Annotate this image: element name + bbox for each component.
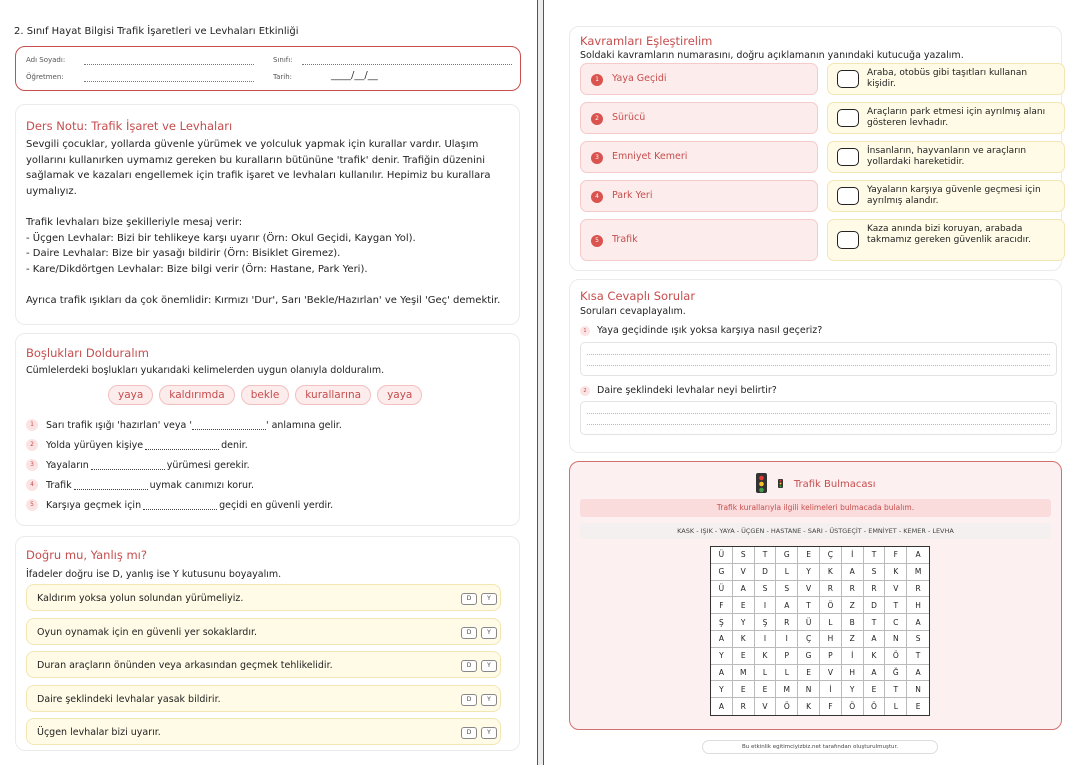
word-search-grid [710,546,930,716]
answer-field[interactable] [580,342,1057,376]
lesson-list-item: - Kare/Dikdörtgen Levhalar: Bize bilgi verir (Örn: Hastane, Park Yeri). [26,263,368,275]
term-number: 4 [591,191,603,203]
grid-cell[interactable]: D [864,597,886,614]
grid-cell[interactable]: L [776,564,798,581]
grid-cell[interactable]: V [820,665,842,682]
question-item [580,325,822,336]
grid-cell[interactable]: Ö [820,597,842,614]
question-number: 1 [580,326,590,336]
grid-cell[interactable]: Y [711,648,733,665]
definition-item: Araçların park etmesi için ayrılmış alanı gösteren levhadır. [827,102,1065,134]
true-false-item: Kaldırım yoksa yolun solundan yürümeliyiz. D Y [26,584,501,611]
fill-item: 1 Sarı trafik ışığı 'hazırlan' veya ' ' anlamına gelir. [26,418,342,432]
answer-box[interactable] [837,70,859,88]
grid-cell[interactable]: L [885,698,907,715]
answer-box[interactable] [837,109,859,127]
grid-cell[interactable]: Ğ [885,665,907,682]
lesson-list-item: - Üçgen Levhalar: Bizi bir tehlikeye karşı uyarır (Örn: Okul Geçidi, Kaygan Yol). [26,232,416,244]
true-box[interactable]: D [461,627,477,639]
traffic-light-icon [756,473,767,493]
grid-cell[interactable]: V [755,698,777,715]
word-chip: yaya [108,385,153,405]
answer-box[interactable] [837,231,859,249]
lesson-paragraph-1: Sevgili çocuklar, yollarda güvenle yürümek ve yolculuk yapmak için kurallar vardır. Ulaşım yollarını kullanırken uymamız gereken bu kuralların bütününe 'trafik' denir. Trafiğin düzenini sağlamak ve kazaları engellemek için trafik işaret ve levhaları kullanılır. Hepimiz bu kurallara uymalıyız. [26,139,491,197]
grid-cell[interactable]: M [776,681,798,698]
grid-cell[interactable]: K [885,564,907,581]
grid-cell[interactable]: K [864,648,886,665]
short-answer-section [569,279,1062,453]
word-bank [108,385,422,405]
term-item [580,180,818,212]
item-number: 3 [26,459,38,471]
term-label: Trafik [612,234,638,245]
question-text: Daire şeklindeki levhalar neyi belirtir? [597,385,777,396]
false-box[interactable]: Y [481,694,497,706]
false-box[interactable]: Y [481,660,497,672]
grid-cell[interactable]: R [907,581,929,598]
term-label: Yaya Geçidi [612,73,667,84]
grid-cell[interactable]: Ş [711,614,733,631]
item-number: 2 [26,439,38,451]
false-box[interactable]: Y [481,727,497,739]
question-item [580,385,777,396]
grid-cell[interactable]: T [885,681,907,698]
grid-cell[interactable]: E [733,648,755,665]
true-false-item: Oyun oynamak için en güvenli yer sokaklardır. D Y [26,618,501,645]
grid-cell[interactable]: R [820,581,842,598]
word-chip: yaya [377,385,422,405]
grid-cell[interactable]: İ [820,681,842,698]
grid-cell[interactable]: R [733,698,755,715]
fill-item: 5 Karşıya geçmek için geçidi en güvenli yerdir. [26,498,333,512]
grid-cell[interactable]: N [885,631,907,648]
term-label: Park Yeri [612,190,653,201]
grid-cell[interactable]: K [798,698,820,715]
short-answer-title: Kısa Cevaplı Sorular [580,289,696,303]
grid-cell[interactable]: S [733,547,755,564]
word-search-title: Trafik Bulmacası [793,479,876,490]
grid-cell[interactable]: B [842,614,864,631]
word-search-word-list: KASK - IŞIK - YAYA - ÜÇGEN - HASTANE - SARI - ÜSTGEÇİT - EMNİYET - KEMER - LEVHA [580,523,1051,539]
grid-cell[interactable]: V [798,581,820,598]
answer-box[interactable] [837,148,859,166]
grid-cell[interactable]: R [776,614,798,631]
grid-cell[interactable]: T [864,614,886,631]
grid-cell[interactable]: T [755,547,777,564]
fill-blanks-instruction: Cümlelerdeki boşlukları yukarıdaki kelimelerden uygun olanıyla dolduralım. [26,365,385,376]
question-text: Yaya geçidinde ışık yoksa karşıya nasıl geçeriz? [597,325,823,336]
term-label: Sürücü [612,112,646,123]
grid-cell[interactable]: A [711,631,733,648]
matching-instruction: Soldaki kavramların numarasını, doğru açıklamanın yanındaki kutucuğa yazalım. [580,50,964,61]
grid-cell[interactable]: D [755,564,777,581]
word-chip: bekle [241,385,290,405]
grid-cell[interactable]: A [864,631,886,648]
date-label: Tarih: [273,73,293,81]
grid-cell[interactable]: G [798,648,820,665]
teacher-field[interactable] [84,81,254,82]
word-search-header [570,473,1061,493]
grid-cell[interactable]: M [733,665,755,682]
grid-cell[interactable]: Y [733,614,755,631]
word-search-section [569,461,1062,730]
grid-cell[interactable]: N [907,681,929,698]
true-false-item: Duran araçların önünden veya arkasından geçmek tehlikelidir. D Y [26,651,501,678]
grid-cell[interactable]: S [776,581,798,598]
fill-item: 2 Yolda yürüyen kişiye denir. [26,438,248,452]
definition-item: Yayaların karşıya güvenle geçmesi için ayrılmış alandır. [827,180,1065,212]
fill-item: 4 Trafik uymak canımızı korur. [26,478,254,492]
right-page [543,0,1087,765]
grid-cell[interactable]: S [755,581,777,598]
false-box[interactable]: Y [481,627,497,639]
term-label: Emniyet Kemeri [612,151,688,162]
grid-cell[interactable]: S [907,631,929,648]
grid-cell[interactable]: E [915,702,921,712]
lesson-paragraph-2: Trafik levhaları bize şekilleriyle mesaj verir: [26,216,243,228]
name-label: Adı Soyadı: [26,56,66,64]
grid-cell[interactable]: I [776,631,798,648]
grid-cell[interactable]: R [864,581,886,598]
true-false-instruction: İfadeler doğru ise D, yanlış ise Y kutusunu boyayalım. [26,569,282,580]
grid-cell[interactable]: I [755,631,777,648]
term-item [580,63,818,95]
grid-cell[interactable]: E [733,597,755,614]
item-number: 5 [26,499,38,511]
blank-field[interactable] [192,421,266,430]
true-box[interactable]: D [461,660,477,672]
question-number: 2 [580,386,590,396]
class-field[interactable] [302,64,512,65]
page-title: 2. Sınıf Hayat Bilgisi Trafik İşaretleri ve Levhaları Etkinliği [14,26,299,37]
grid-cell[interactable]: İ [842,648,864,665]
fill-item: 3 Yayaların yürümesi gerekir. [26,458,250,472]
term-number: 5 [591,235,603,247]
grid-cell[interactable]: L [755,665,777,682]
grid-cell[interactable]: E [755,681,777,698]
grid-cell[interactable]: C [885,614,907,631]
grid-cell[interactable]: Z [842,631,864,648]
lesson-note-title: Ders Notu: Trafik İşaret ve Levhaları [26,119,233,133]
lesson-paragraph-3: Ayrıca trafik ışıkları da çok önemlidir: Kırmızı 'Dur', Sarı 'Bekle/Hazırlan' ve Yeşil 'Geç' demektir. [26,294,501,306]
true-false-item: Üçgen levhalar bizi uyarır. D Y [26,718,501,745]
grid-cell[interactable]: E [798,665,820,682]
blank-field[interactable] [143,501,217,510]
definition-item: Kaza anında bizi koruyan, arabada takmamız gereken güvenlik aracıdır. [827,219,1065,261]
blank-field[interactable] [91,461,165,470]
grid-cell[interactable]: K [820,564,842,581]
student-info-box [15,46,521,91]
grid-cell[interactable]: A [711,698,733,715]
short-answer-instruction: Soruları cevaplayalım. [580,306,686,317]
grid-cell[interactable]: K [733,631,755,648]
grid-cell[interactable]: P [776,648,798,665]
grid-cell[interactable]: A [842,564,864,581]
grid-cell[interactable]: I [755,597,777,614]
grid-cell[interactable]: A [907,665,929,682]
grid-cell[interactable]: L [820,614,842,631]
word-chip: kurallarına [295,385,371,405]
term-item [580,102,818,134]
true-false-section [15,536,520,751]
name-field[interactable] [84,64,254,65]
grid-cell[interactable]: E [864,681,886,698]
grid-cell[interactable]: T [864,547,886,564]
word-search-subtitle: Trafik kurallarıyla ilgili kelimeleri bulmacada bulalım. [580,499,1051,517]
true-false-item: Daire şeklindeki levhalar yasak bildirir. D Y [26,685,501,712]
grid-cell[interactable]: T [885,597,907,614]
grid-cell[interactable]: T [798,597,820,614]
answer-field[interactable] [580,401,1057,435]
grid-cell[interactable]: Ö [776,698,798,715]
grid-cell[interactable]: S [864,564,886,581]
grid-cell[interactable]: Ö [885,648,907,665]
grid-cell[interactable]: Ü [711,581,733,598]
grid-cell[interactable]: A [776,597,798,614]
term-number: 3 [591,152,603,164]
grid-cell[interactable]: V [733,564,755,581]
grid-cell[interactable]: Z [842,597,864,614]
grid-cell[interactable]: V [885,581,907,598]
grid-cell[interactable]: E [798,547,820,564]
fill-blanks-section [15,333,520,526]
matching-title: Kavramları Eşleştirelim [580,34,713,48]
grid-cell[interactable]: E [733,681,755,698]
true-box[interactable]: D [461,593,477,605]
definition-item: Araba, otobüs gibi taşıtları kullanan kişidir. [827,63,1065,95]
term-number: 1 [591,74,603,86]
matching-section [569,26,1062,271]
grid-cell[interactable]: Ü [798,614,820,631]
false-box[interactable]: Y [481,593,497,605]
lesson-note-section [15,104,520,325]
grid-cell[interactable]: M [907,564,929,581]
item-number: 4 [26,479,38,491]
grid-cell[interactable]: Ç [798,631,820,648]
true-false-title: Doğru mu, Yanlış mı? [26,548,147,562]
date-field[interactable]: ____/__/__ [331,70,378,81]
grid-cell[interactable]: R [842,581,864,598]
word-chip: kaldırımda [159,385,234,405]
lesson-note-text [26,137,501,309]
grid-cell[interactable]: P [820,648,842,665]
grid-cell[interactable]: G [776,547,798,564]
teacher-label: Öğretmen: [26,73,64,81]
grid-cell[interactable]: N [798,681,820,698]
grid-cell[interactable]: Y [711,681,733,698]
blank-field[interactable] [145,441,219,450]
footer-credit: Bu etkinlik egitimciyizbiz.net tarafından oluşturulmuştur. [702,740,938,754]
grid-cell[interactable]: Ö [842,698,864,715]
true-box[interactable]: D [461,727,477,739]
grid-cell[interactable]: L [776,665,798,682]
left-page [0,0,538,765]
grid-cell[interactable]: Ö [864,698,886,715]
blank-field[interactable] [74,481,148,490]
grid-cell[interactable]: A [864,665,886,682]
definition-item: İnsanların, hayvanların ve araçların yollardaki hareketidir. [827,141,1065,173]
class-label: Sınıfı: [273,56,293,64]
answer-box[interactable] [837,187,859,205]
grid-cell[interactable]: F [820,698,842,715]
lesson-list-item: - Daire Levhalar: Bize bir yasağı bildirir (Örn: Bisiklet Giremez). [26,248,341,260]
term-item [580,219,818,261]
grid-cell[interactable]: Y [842,681,864,698]
grid-cell[interactable]: Ç [820,547,842,564]
grid-cell[interactable]: A [711,665,733,682]
fill-blanks-title: Boşlukları Dolduralım [26,346,149,360]
grid-cell[interactable]: İ [842,547,864,564]
term-item [580,141,818,173]
grid-cell[interactable]: A [733,581,755,598]
grid-cell[interactable]: Ş [755,614,777,631]
grid-cell[interactable]: G [711,564,733,581]
small-traffic-light-icon [778,479,783,488]
grid-cell[interactable]: Ü [711,547,733,564]
grid-cell[interactable]: A [907,614,929,631]
item-number: 1 [26,419,38,431]
grid-cell[interactable]: K [755,648,777,665]
term-number: 2 [591,113,603,125]
grid-cell[interactable]: F [885,547,907,564]
grid-cell[interactable]: H [907,597,929,614]
grid-cell[interactable]: F [711,597,733,614]
grid-cell[interactable]: H [820,631,842,648]
true-box[interactable]: D [461,694,477,706]
grid-cell[interactable]: Y [798,564,820,581]
grid-cell[interactable]: T [907,648,929,665]
grid-cell[interactable]: A [907,547,929,564]
grid-cell[interactable]: H [842,665,864,682]
